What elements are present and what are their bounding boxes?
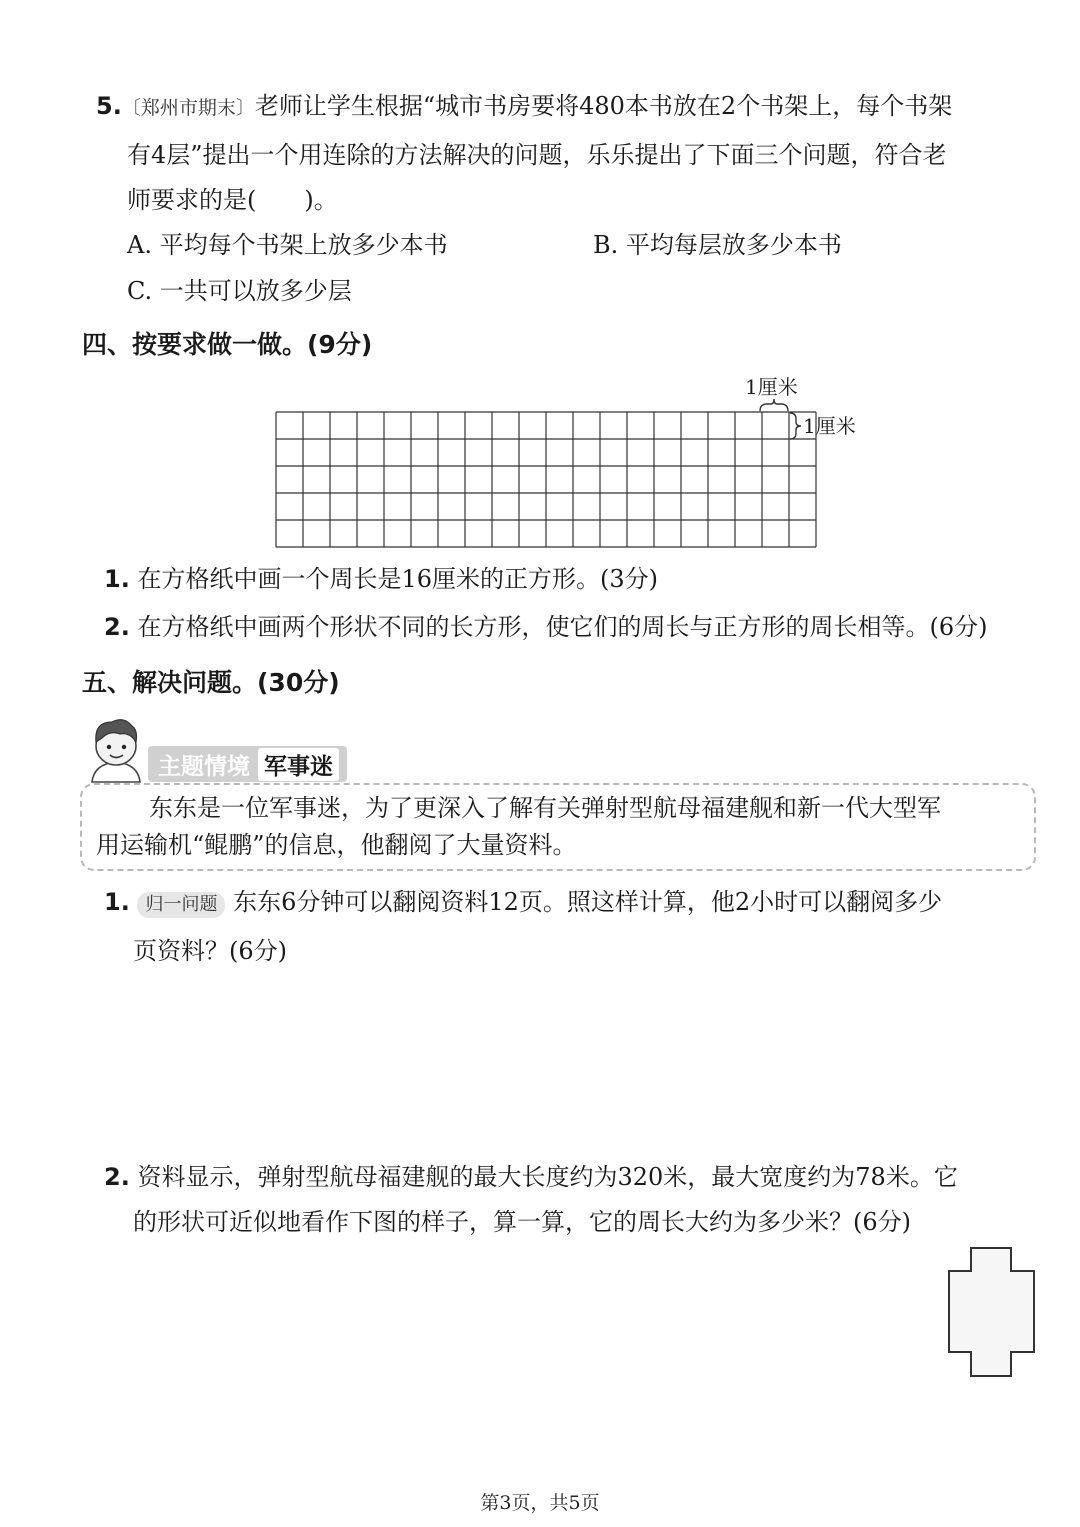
grid-lines: [275, 411, 817, 548]
context-line1: 东东是一位军事迷，为了更深入了解有关弹射型航母福建舰和新一代大型军: [149, 794, 941, 822]
ship-outline-figure: [946, 1246, 1040, 1382]
s5-q1-line2: 页资料？(6分): [133, 937, 287, 965]
s4-q2-text: 在方格纸中画两个形状不同的长方形，使它们的周长与正方形的周长相等。(6分): [137, 613, 988, 641]
s4-q1-text: 在方格纸中画一个周长是16厘米的正方形。(3分): [137, 565, 659, 593]
q5-line3: 师要求的是( )。: [127, 186, 338, 214]
s4-q1-number: 1.: [104, 565, 130, 593]
brace-top-icon: [758, 398, 790, 412]
q5-option-a: A. 平均每个书架上放多少本书: [127, 231, 448, 259]
s5-q1-line1: [104, 887, 942, 918]
grid-paper[interactable]: [275, 411, 817, 552]
section4-title: 四、按要求做一做。(9分): [82, 330, 373, 359]
q5-number: 5.: [96, 92, 122, 120]
s5-q2-number: 2.: [104, 1163, 130, 1191]
s5-q1-number: 1.: [104, 888, 130, 916]
q5-line1: [96, 91, 952, 123]
s4-q2: [104, 612, 987, 642]
unit-label-right: 1厘米: [803, 414, 856, 438]
context-line2: 用运输机“鲲鹏”的信息，他翻阅了大量资料。: [96, 831, 577, 859]
boy-avatar-icon: [80, 712, 152, 786]
s5-q1-tag: 归一问题: [137, 892, 225, 918]
q5-text-1: 老师让学生根据“城市书房要将480本书放在2个书架上，每个书架: [254, 92, 953, 120]
s5-q1-text-1: 东东6分钟可以翻阅资料12页。照这样计算，他2小时可以翻阅多少: [233, 888, 943, 916]
s5-q2-text-1: 资料显示，弹射型航母福建舰的最大长度约为320米，最大宽度约为78米。它: [137, 1163, 958, 1191]
page-footer: 第3页，共5页: [480, 1492, 600, 1514]
q5-line2: 有4层”提出一个用连除的方法解决的问题，乐乐提出了下面三个问题，符合老: [127, 141, 947, 169]
section5-title: 五、解决问题。(30分): [82, 668, 340, 697]
s4-q1: [104, 564, 658, 594]
s5-q2-line2: 的形状可近似地看作下图的样子，算一算，它的周长大约为多少米？(6分): [133, 1208, 911, 1236]
s4-q2-number: 2.: [104, 613, 130, 641]
theme-name: 军事迷: [258, 748, 339, 781]
s5-q2-line1: [104, 1162, 958, 1192]
q5-option-c: C. 一共可以放多少层: [127, 277, 352, 305]
theme-label: 主题情境: [158, 753, 250, 780]
brace-right-icon: [789, 411, 803, 441]
q5-source: 〔郑州市期末〕: [121, 97, 255, 119]
unit-label-top: 1厘米: [745, 375, 798, 399]
q5-option-b: B. 平均每层放多少本书: [593, 231, 842, 259]
theme-banner: [148, 746, 347, 782]
